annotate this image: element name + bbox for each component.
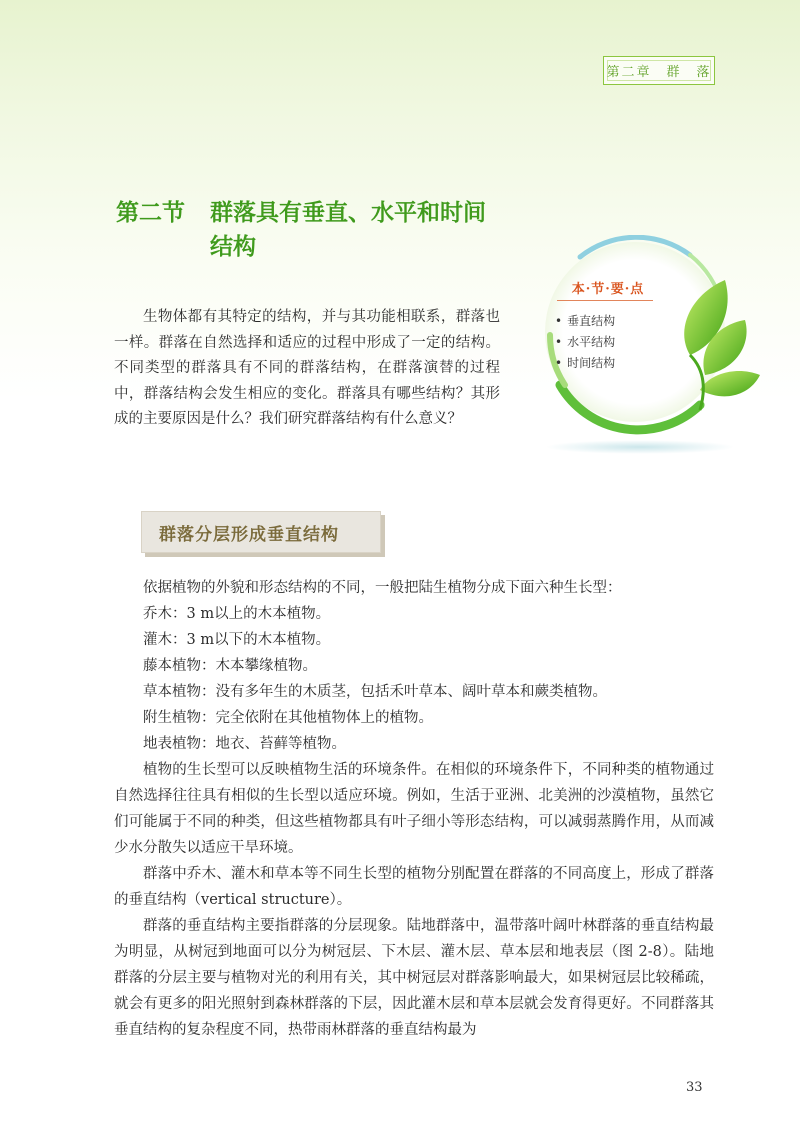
section-number: 第二节 — [116, 199, 185, 226]
growth-form-item: 附生植物：完全依附在其他植物体上的植物。 — [143, 710, 433, 726]
section-title — [116, 196, 516, 264]
chapter-tag — [603, 56, 715, 85]
section-title-line2: 结构 — [210, 233, 256, 260]
key-point-item: • 时间结构 — [555, 353, 615, 374]
subheading-box — [141, 511, 381, 553]
badge-shadow — [545, 440, 735, 454]
body-paragraph: 植物的生长型可以反映植物生活的环境条件。在相似的环境条件下，不同种类的植物通过自然选择往往具有相似的生长型以适应环境。例如，生活于亚洲、北美洲的沙漠植物，虽然它们可能属于不同的种类，但这些植物都具有叶子细小等形态结构，可以减弱蒸腾作用，从而减少水分散失以适应干旱环境。 — [114, 762, 714, 856]
body-text — [114, 575, 714, 1043]
growth-form-item: 藤本植物：木本攀缘植物。 — [143, 658, 317, 674]
key-point-item: • 水平结构 — [555, 332, 615, 353]
key-points-divider — [557, 300, 653, 301]
body-paragraph: 群落的垂直结构主要指群落的分层现象。陆地群落中，温带落叶阔叶林群落的垂直结构最为明显，从树冠到地面可以分为树冠层、下木层、灌木层、草本层和地表层（图 2-8）。陆地群落的分层主要与植物对光的利用有关，其中树冠层对群落影响最大，如果树冠层比较稀疏，就会有更多的阳光照射到森林群落的下层，因此灌木层和草本层就会发育得更好。不同群落其垂直结构的复杂程度不同，热带雨林群落的垂直结构最为 — [114, 918, 714, 1038]
section-title-line1: 群落具有垂直、水平和时间 — [210, 199, 486, 226]
key-points-title: 本·节·要·点 — [571, 282, 645, 297]
growth-form-item: 地表植物：地衣、苔藓等植物。 — [143, 736, 346, 752]
growth-form-item: 灌木：3 m以下的木本植物。 — [143, 632, 331, 648]
body-paragraph: 依据植物的外貌和形态结构的不同，一般把陆生植物分成下面六种生长型： — [143, 580, 622, 596]
subheading: 群落分层形成垂直结构 — [159, 524, 339, 545]
intro-section — [114, 305, 500, 433]
key-point-item: • 垂直结构 — [555, 311, 615, 332]
page-number: 33 — [686, 1080, 703, 1095]
key-points-list — [555, 311, 615, 374]
chapter-tag-label: 第二章 群 落 — [606, 65, 712, 80]
growth-form-item: 草本植物：没有多年生的木质茎，包括禾叶草本、阔叶草本和蕨类植物。 — [143, 684, 607, 700]
body-paragraph: 群落中乔木、灌木和草本等不同生长型的植物分别配置在群落的不同高度上，形成了群落的垂直结构（vertical structure）。 — [114, 866, 714, 908]
growth-form-item: 乔木：3 m以上的木本植物。 — [143, 606, 331, 622]
intro-paragraph: 生物体都有其特定的结构，并与其功能相联系，群落也一样。群落在自然选择和适应的过程中形成了一定的结构。不同类型的群落具有不同的群落结构，在群落演替的过程中，群落结构会发生相应的变化。群落具有哪些结构？其形成的主要原因是什么？我们研究群落结构有什么意义？ — [114, 309, 500, 427]
